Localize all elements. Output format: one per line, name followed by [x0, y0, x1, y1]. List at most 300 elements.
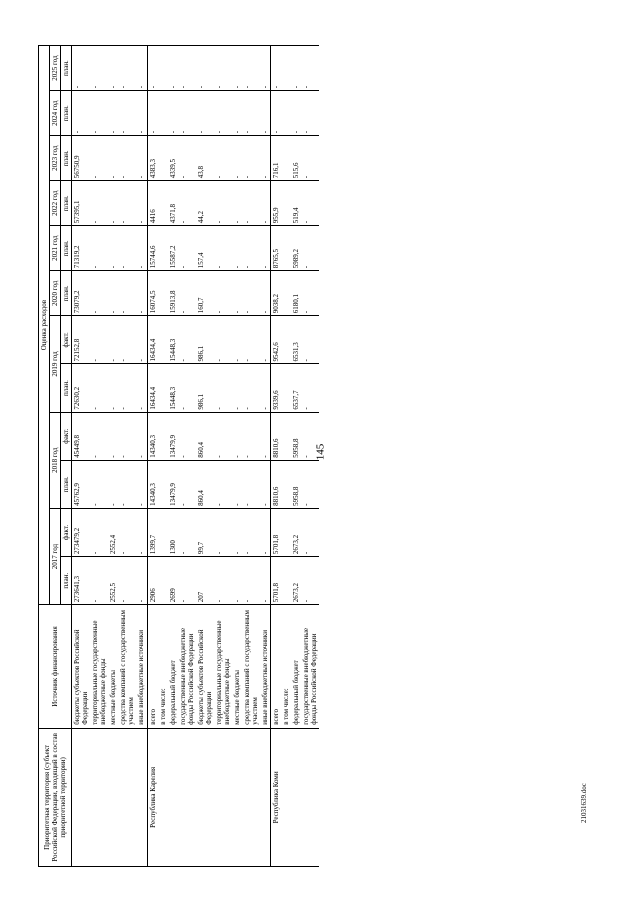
value-cell: - [301, 508, 319, 556]
value-cell [158, 412, 168, 460]
value-cell: - [242, 508, 260, 556]
value-cell [158, 46, 168, 91]
value-cell: - [214, 412, 232, 460]
header-year-2024: 2024 год [50, 91, 61, 136]
value-cell: 5958,8 [291, 460, 301, 508]
source-cell: иные внебюджетные источники [136, 605, 147, 729]
value-cell [158, 226, 168, 271]
header-plan: план. [61, 226, 72, 271]
value-cell: - [260, 460, 271, 508]
value-cell [281, 364, 291, 412]
source-cell: в том числе: [281, 605, 291, 729]
value-cell: - [108, 271, 118, 316]
value-cell: - [232, 316, 242, 364]
value-cell: - [232, 412, 242, 460]
value-cell: - [178, 508, 196, 556]
value-cell: 16434,4 [147, 364, 158, 412]
value-cell: - [232, 226, 242, 271]
source-cell: федеральный бюджет [168, 605, 178, 729]
value-cell: 955,9 [271, 181, 282, 226]
value-cell: - [260, 316, 271, 364]
value-cell: - [214, 316, 232, 364]
table-row [271, 46, 282, 867]
value-cell: - [118, 316, 136, 364]
value-cell: - [118, 91, 136, 136]
value-cell [158, 364, 168, 412]
value-cell [281, 271, 291, 316]
header-fact: факт. [61, 508, 72, 556]
value-cell: - [214, 364, 232, 412]
value-cell: 9542,6 [271, 316, 282, 364]
value-cell: - [242, 91, 260, 136]
value-cell: - [90, 91, 108, 136]
value-cell: 72152,8 [72, 316, 91, 364]
value-cell: 6537,7 [291, 364, 301, 412]
source-cell: бюджеты субъектов Российской Федерации [72, 605, 91, 729]
value-cell: - [214, 226, 232, 271]
source-cell: иные внебюджетные источники [260, 605, 271, 729]
value-cell: 515,6 [291, 136, 301, 181]
value-cell: 6180,1 [291, 271, 301, 316]
value-cell: 72630,2 [72, 364, 91, 412]
value-cell: - [214, 557, 232, 605]
value-cell: - [108, 226, 118, 271]
value-cell: - [178, 91, 196, 136]
value-cell: - [196, 46, 214, 91]
value-cell: 207 [196, 557, 214, 605]
source-cell: в том числе: [158, 605, 168, 729]
value-cell: 57395,1 [72, 181, 91, 226]
value-cell: - [136, 508, 147, 556]
value-cell: - [232, 46, 242, 91]
value-cell: 2906 [147, 557, 158, 605]
value-cell: - [108, 364, 118, 412]
territory-cell: Республика Коми [271, 728, 282, 866]
territory-cell [158, 728, 168, 866]
source-cell: территориальные государственные внебюджетные фонды [214, 605, 232, 729]
header-source: Источник финансирования [39, 605, 72, 729]
value-cell: - [232, 271, 242, 316]
value-cell: - [301, 364, 319, 412]
value-cell: - [118, 508, 136, 556]
value-cell: - [168, 46, 178, 91]
value-cell: - [214, 91, 232, 136]
value-cell: - [232, 364, 242, 412]
value-cell: - [301, 181, 319, 226]
header-plan: план. [61, 136, 72, 181]
value-cell: - [214, 181, 232, 226]
table-row [214, 46, 232, 867]
value-cell: - [242, 316, 260, 364]
value-cell [158, 460, 168, 508]
territory-cell [90, 728, 108, 866]
value-cell: - [136, 271, 147, 316]
value-cell: - [147, 91, 158, 136]
value-cell: 16434,4 [147, 316, 158, 364]
value-cell: - [136, 460, 147, 508]
value-cell [281, 316, 291, 364]
value-cell: - [136, 226, 147, 271]
value-cell: 6531,3 [291, 316, 301, 364]
value-cell: - [260, 136, 271, 181]
expenditure-table [38, 45, 319, 867]
value-cell: 4383,3 [147, 136, 158, 181]
value-cell: 4339,5 [168, 136, 178, 181]
territory-cell [72, 728, 91, 866]
value-cell: 2552,4 [108, 508, 118, 556]
header-plan: план. [61, 460, 72, 508]
value-cell: 43,8 [196, 136, 214, 181]
value-cell [158, 557, 168, 605]
value-cell: - [301, 226, 319, 271]
value-cell [281, 136, 291, 181]
value-cell: 986,1 [196, 316, 214, 364]
value-cell: - [108, 136, 118, 181]
value-cell: 71319,2 [72, 226, 91, 271]
value-cell: - [178, 181, 196, 226]
value-cell [158, 91, 168, 136]
table-row [136, 46, 147, 867]
value-cell: - [214, 271, 232, 316]
value-cell: 14340,3 [147, 460, 158, 508]
territory-cell [301, 728, 319, 866]
value-cell: 519,4 [291, 181, 301, 226]
value-cell: - [90, 271, 108, 316]
table-row [118, 46, 136, 867]
value-cell: 716,1 [271, 136, 282, 181]
territory-cell [196, 728, 214, 866]
value-cell: 99,7 [196, 508, 214, 556]
value-cell: 2673,2 [291, 508, 301, 556]
territory-cell [291, 728, 301, 866]
value-cell: 5701,8 [271, 508, 282, 556]
value-cell: 273641,3 [72, 557, 91, 605]
table-row [168, 46, 178, 867]
value-cell: - [260, 364, 271, 412]
header-plan: план. [61, 181, 72, 226]
value-cell: - [271, 46, 282, 91]
value-cell: - [136, 136, 147, 181]
header-year-2023: 2023 год [50, 136, 61, 181]
value-cell: - [271, 91, 282, 136]
source-cell: государственные внебюджетные фонды Российской Федерации [178, 605, 196, 729]
value-cell: 13479,9 [168, 412, 178, 460]
header-year-2017: 2017 год [50, 508, 61, 604]
header-year-2019: 2019 год [50, 316, 61, 412]
value-cell: - [90, 460, 108, 508]
table-row [178, 46, 196, 867]
value-cell: - [136, 557, 147, 605]
rotated-page-content [38, 45, 603, 867]
value-cell: 15448,3 [168, 316, 178, 364]
value-cell: 8765,5 [271, 226, 282, 271]
value-cell: - [108, 181, 118, 226]
value-cell: - [301, 91, 319, 136]
value-cell: - [260, 226, 271, 271]
value-cell: - [90, 364, 108, 412]
value-cell: 160,7 [196, 271, 214, 316]
territory-cell [118, 728, 136, 866]
value-cell: 15744,6 [147, 226, 158, 271]
value-cell: - [178, 271, 196, 316]
source-cell: средства компаний с государственным участием [118, 605, 136, 729]
source-cell: территориальные государственные внебюджетные фонды [90, 605, 108, 729]
value-cell: - [178, 136, 196, 181]
value-cell: - [242, 412, 260, 460]
value-cell: - [242, 136, 260, 181]
table-row [232, 46, 242, 867]
header-fact: факт. [61, 412, 72, 460]
value-cell: - [242, 460, 260, 508]
value-cell: - [301, 136, 319, 181]
value-cell: - [260, 91, 271, 136]
value-cell: 5701,8 [271, 557, 282, 605]
value-cell: 1399,7 [147, 508, 158, 556]
value-cell: 5989,2 [291, 226, 301, 271]
source-cell: местные бюджеты [232, 605, 242, 729]
territory-cell [281, 728, 291, 866]
value-cell: 15448,3 [168, 364, 178, 412]
territory-cell [168, 728, 178, 866]
value-cell: - [108, 316, 118, 364]
value-cell [281, 508, 291, 556]
value-cell [158, 271, 168, 316]
territory-cell [136, 728, 147, 866]
value-cell: - [118, 557, 136, 605]
value-cell: - [242, 364, 260, 412]
header-plan: план. [61, 557, 72, 605]
value-cell: - [242, 271, 260, 316]
value-cell: - [118, 46, 136, 91]
value-cell: - [301, 557, 319, 605]
value-cell: - [118, 226, 136, 271]
table-row [108, 46, 118, 867]
value-cell: - [136, 412, 147, 460]
value-cell: - [90, 508, 108, 556]
value-cell: - [178, 412, 196, 460]
value-cell: - [214, 508, 232, 556]
value-cell: - [260, 46, 271, 91]
table-row [242, 46, 260, 867]
header-year-2022: 2022 год [50, 181, 61, 226]
value-cell: - [260, 412, 271, 460]
value-cell: - [90, 557, 108, 605]
value-cell: 986,1 [196, 364, 214, 412]
value-cell: - [118, 460, 136, 508]
territory-cell [232, 728, 242, 866]
header-fact: факт. [61, 316, 72, 364]
page-number: 145 [314, 443, 327, 461]
value-cell: - [260, 181, 271, 226]
territory-cell [108, 728, 118, 866]
value-cell: - [147, 46, 158, 91]
value-cell: - [242, 557, 260, 605]
table-row [260, 46, 271, 867]
source-cell: местные бюджеты [108, 605, 118, 729]
value-cell: 860,4 [196, 460, 214, 508]
value-cell: 14340,3 [147, 412, 158, 460]
value-cell: - [301, 412, 319, 460]
value-cell: - [108, 91, 118, 136]
header-year-2020: 2020 год [50, 271, 61, 316]
value-cell: - [136, 181, 147, 226]
value-cell: - [118, 136, 136, 181]
value-cell: 9339,6 [271, 364, 282, 412]
value-cell: 9038,2 [271, 271, 282, 316]
value-cell: 8810,6 [271, 412, 282, 460]
value-cell: - [260, 271, 271, 316]
value-cell: 2673,2 [291, 557, 301, 605]
value-cell [281, 460, 291, 508]
value-cell: 16074,5 [147, 271, 158, 316]
value-cell: - [136, 316, 147, 364]
value-cell: - [196, 91, 214, 136]
value-cell: - [178, 364, 196, 412]
source-cell: государственные внебюджетные фонды Российской Федерации [301, 605, 319, 729]
value-cell: - [108, 46, 118, 91]
value-cell: - [90, 412, 108, 460]
value-cell: 2552,5 [108, 557, 118, 605]
header-year-2018: 2018 год [50, 412, 61, 508]
value-cell: 273479,2 [72, 508, 91, 556]
territory-cell [260, 728, 271, 866]
value-cell: - [136, 91, 147, 136]
table-row [90, 46, 108, 867]
table-body [72, 46, 320, 867]
value-cell: - [232, 460, 242, 508]
value-cell: - [242, 46, 260, 91]
value-cell: - [90, 181, 108, 226]
value-cell: - [232, 557, 242, 605]
source-cell: всего [271, 605, 282, 729]
value-cell: - [214, 46, 232, 91]
value-cell: - [72, 91, 91, 136]
value-cell: - [232, 91, 242, 136]
header-plan: план. [61, 271, 72, 316]
value-cell: - [108, 412, 118, 460]
value-cell: - [90, 226, 108, 271]
header-territory: Приоритетная территория (субъект Российской Федерации, входящий в состав приоритетной территории) [39, 728, 72, 866]
value-cell: - [232, 508, 242, 556]
value-cell: - [232, 136, 242, 181]
value-cell: 44,2 [196, 181, 214, 226]
value-cell: - [136, 46, 147, 91]
value-cell [281, 226, 291, 271]
table-row [158, 46, 168, 867]
header-year-2025: 2025 год [50, 46, 61, 91]
value-cell [281, 181, 291, 226]
value-cell: 860,4 [196, 412, 214, 460]
value-cell: - [178, 226, 196, 271]
value-cell: 2699 [168, 557, 178, 605]
footer-doc-code: 21031639.doc [580, 783, 588, 823]
territory-cell [214, 728, 232, 866]
value-cell: 1300 [168, 508, 178, 556]
source-cell: всего [147, 605, 158, 729]
value-cell [281, 91, 291, 136]
value-cell: - [90, 46, 108, 91]
value-cell: - [301, 271, 319, 316]
value-cell: - [178, 460, 196, 508]
header-plan: план. [61, 91, 72, 136]
value-cell: - [118, 364, 136, 412]
value-cell: 73079,2 [72, 271, 91, 316]
value-cell: - [301, 316, 319, 364]
value-cell: - [118, 271, 136, 316]
value-cell: - [72, 46, 91, 91]
value-cell: - [136, 364, 147, 412]
value-cell: - [118, 412, 136, 460]
table-row [301, 46, 319, 867]
territory-cell [242, 728, 260, 866]
value-cell [281, 412, 291, 460]
value-cell: - [214, 136, 232, 181]
value-cell: - [260, 557, 271, 605]
value-cell: - [90, 136, 108, 181]
territory-cell [178, 728, 196, 866]
table-row [291, 46, 301, 867]
value-cell [281, 557, 291, 605]
table-row [147, 46, 158, 867]
value-cell: - [242, 181, 260, 226]
value-cell: - [232, 181, 242, 226]
value-cell: - [301, 460, 319, 508]
value-cell: 15587,2 [168, 226, 178, 271]
table-row [196, 46, 214, 867]
value-cell: 13479,9 [168, 460, 178, 508]
source-cell: бюджеты субъектов Российской Федерации [196, 605, 214, 729]
value-cell [158, 136, 168, 181]
value-cell [158, 181, 168, 226]
value-cell: 15913,8 [168, 271, 178, 316]
value-cell: - [90, 316, 108, 364]
value-cell: 157,4 [196, 226, 214, 271]
value-cell [158, 508, 168, 556]
source-cell: федеральный бюджет [291, 605, 301, 729]
value-cell: - [178, 557, 196, 605]
header-plan: план. [61, 364, 72, 412]
value-cell [281, 46, 291, 91]
header-plan: план. [61, 46, 72, 91]
value-cell: 4416 [147, 181, 158, 226]
value-cell: 45762,9 [72, 460, 91, 508]
header-year-2021: 2021 год [50, 226, 61, 271]
value-cell: 4371,8 [168, 181, 178, 226]
value-cell: 45449,8 [72, 412, 91, 460]
territory-cell: Республика Карелия [147, 728, 158, 866]
table-row [281, 46, 291, 867]
value-cell: - [291, 46, 301, 91]
header-estimate: Оценка расходов [39, 46, 50, 605]
table-row [72, 46, 91, 867]
value-cell [158, 316, 168, 364]
value-cell: - [178, 46, 196, 91]
value-cell: - [214, 460, 232, 508]
value-cell: 56750,9 [72, 136, 91, 181]
value-cell: - [178, 316, 196, 364]
value-cell: - [118, 181, 136, 226]
value-cell: - [260, 508, 271, 556]
value-cell: - [168, 91, 178, 136]
value-cell: - [301, 46, 319, 91]
value-cell: 5958,8 [291, 412, 301, 460]
value-cell: - [291, 91, 301, 136]
source-cell: средства компаний с государственным участием [242, 605, 260, 729]
value-cell: - [108, 460, 118, 508]
table-header [39, 46, 72, 867]
value-cell: 8810,6 [271, 460, 282, 508]
value-cell: - [242, 226, 260, 271]
